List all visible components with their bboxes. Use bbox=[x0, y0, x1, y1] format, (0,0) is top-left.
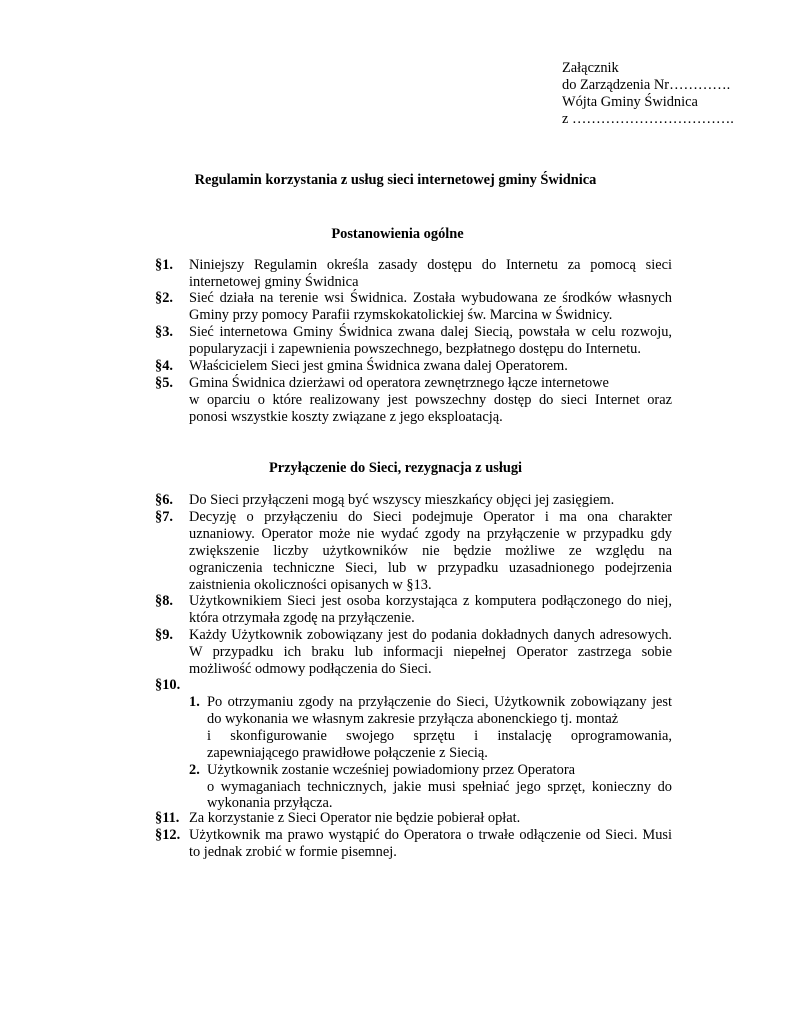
paragraph-line: zwiększenie liczby użytkowników nie będzie możliwe ze względu na bbox=[189, 542, 672, 559]
paragraph-number: §4. bbox=[155, 358, 173, 374]
paragraph-line: Niniejszy Regulamin określa zasady dostępu do Internetu za pomocą sieci bbox=[189, 257, 672, 273]
paragraph-line: W przypadku ich braku lub informacji niepełnej Operator zastrzega sobie bbox=[189, 643, 672, 660]
paragraph-line: ponosi wszystkie koszty związane z jego eksploatacją. bbox=[189, 408, 503, 425]
paragraph-line: i skonfigurowanie swojego sprzętu i instalację oprogramowania, bbox=[207, 727, 672, 744]
paragraph-3 bbox=[155, 324, 672, 358]
paragraph-line: ograniczenia techniczne Sieci, lub w przypadku uzasadnionego podejrzenia bbox=[189, 559, 672, 576]
paragraph-number: §5. bbox=[155, 375, 173, 391]
attachment-header bbox=[562, 60, 762, 128]
paragraph-number: §7. bbox=[155, 509, 173, 525]
paragraph-line: Właścicielem Sieci jest gmina Świdnica zwana dalej Operatorem. bbox=[189, 358, 568, 374]
ordinance-date: z ……………………………. bbox=[562, 110, 734, 127]
paragraph-6 bbox=[155, 492, 672, 509]
list-item bbox=[189, 762, 672, 813]
paragraph-4 bbox=[155, 358, 672, 375]
paragraph-line: która otrzymała zgodę na przyłączenie. bbox=[189, 609, 415, 626]
paragraph-number: §2. bbox=[155, 290, 173, 306]
paragraph-number: §3. bbox=[155, 324, 173, 340]
paragraph-11 bbox=[155, 810, 672, 827]
section-heading-connection: Przyłączenie do Sieci, rezygnacja z usługi bbox=[268, 460, 523, 476]
paragraph-line: Użytkownik ma prawo wystąpić do Operatora o trwałe odłączenie od Sieci. Musi bbox=[189, 827, 672, 843]
paragraph-line: Każdy Użytkownik zobowiązany jest do podania dokładnych danych adresowych. bbox=[189, 627, 672, 643]
paragraph-line: to jednak zrobić w formie pisemnej. bbox=[189, 843, 397, 860]
paragraph-line: Do Sieci przyłączeni mogą być wszyscy mieszkańcy objęci jej zasięgiem. bbox=[189, 492, 615, 508]
paragraph-7 bbox=[155, 509, 672, 594]
paragraph-number: §10. bbox=[155, 677, 181, 693]
paragraph-5 bbox=[155, 375, 672, 426]
paragraph-number: §11. bbox=[155, 810, 180, 826]
paragraph-line: Użytkownik zostanie wcześniej powiadomiony przez Operatora bbox=[207, 761, 576, 778]
paragraph-1 bbox=[155, 257, 672, 291]
paragraph-line: Decyzję o przyłączeniu do Sieci podejmuje Operator i ma ona charakter bbox=[189, 509, 672, 525]
paragraph-line: Gmina Świdnica dzierżawi od operatora zewnętrznego łącze internetowe bbox=[189, 375, 609, 391]
paragraph-2 bbox=[155, 290, 672, 324]
issuer: Wójta Gminy Świdnica bbox=[562, 93, 698, 110]
paragraph-line: zaistnienia okoliczności opisanych w §13. bbox=[189, 576, 432, 593]
list-item-number: 1. bbox=[189, 694, 200, 710]
paragraph-line: zapewniającego prawidłowe połączenie z Siecią. bbox=[207, 744, 488, 761]
paragraph-9 bbox=[155, 627, 672, 678]
paragraph-line: internetowej gminy Świdnica bbox=[189, 273, 359, 290]
paragraph-line: Po otrzymaniu zgody na przyłączenie do Sieci, Użytkownik zobowiązany jest bbox=[207, 694, 672, 710]
paragraph-line: Użytkownikiem Sieci jest osoba korzystająca z komputera podłączonego do niej, bbox=[189, 593, 672, 609]
list-item bbox=[189, 694, 672, 762]
paragraph-line: Gminy przy pomocy Parafii rzymskokatolickiej św. Marcina w Świdnicy. bbox=[189, 306, 613, 323]
attachment-label: Załącznik bbox=[562, 60, 619, 76]
section-heading-general: Postanowienia ogólne bbox=[331, 226, 464, 242]
paragraph-10 bbox=[155, 677, 672, 812]
paragraph-line: do wykonania we własnym zakresie przyłącza abonenckiego tj. montaż bbox=[207, 710, 619, 727]
list-item-number: 2. bbox=[189, 761, 200, 778]
paragraph-line: w oparciu o które realizowany jest powszechny dostęp do sieci Internet oraz bbox=[189, 391, 672, 408]
ordinance-number: do Zarządzenia Nr…………. bbox=[562, 76, 731, 93]
paragraph-line: popularyzacji i zapewnienia powszechnego, bezpłatnego dostępu do Internetu. bbox=[189, 340, 641, 357]
paragraph-12 bbox=[155, 827, 672, 861]
paragraph-line: Sieć internetowa Gminy Świdnica zwana dalej Siecią, powstała w celu rozwoju, bbox=[189, 324, 672, 340]
paragraph-line: Za korzystanie z Sieci Operator nie będzie pobierał opłat. bbox=[189, 810, 521, 826]
paragraph-number: §12. bbox=[155, 827, 181, 843]
paragraph-line: możliwość odmowy podłączenia do Sieci. bbox=[189, 660, 432, 677]
paragraph-number: §9. bbox=[155, 627, 173, 643]
paragraph-line: wykonania przyłącza. bbox=[207, 795, 333, 812]
paragraph-number: §1. bbox=[155, 257, 173, 273]
document-title: Regulamin korzystania z usług sieci internetowej gminy Świdnica bbox=[194, 172, 597, 188]
paragraph-8 bbox=[155, 593, 672, 627]
paragraph-number: §6. bbox=[155, 492, 173, 508]
paragraph-number: §8. bbox=[155, 593, 173, 609]
paragraph-line: o wymaganiach technicznych, jakie musi spełniać jego sprzęt, konieczny do bbox=[207, 778, 672, 795]
paragraph-line: uznaniowy. Operator może nie wydać zgody na przyłączenie w przypadku gdy bbox=[189, 525, 672, 542]
paragraph-line: Sieć działa na terenie wsi Świdnica. Została wybudowana ze środków własnych bbox=[189, 290, 672, 306]
